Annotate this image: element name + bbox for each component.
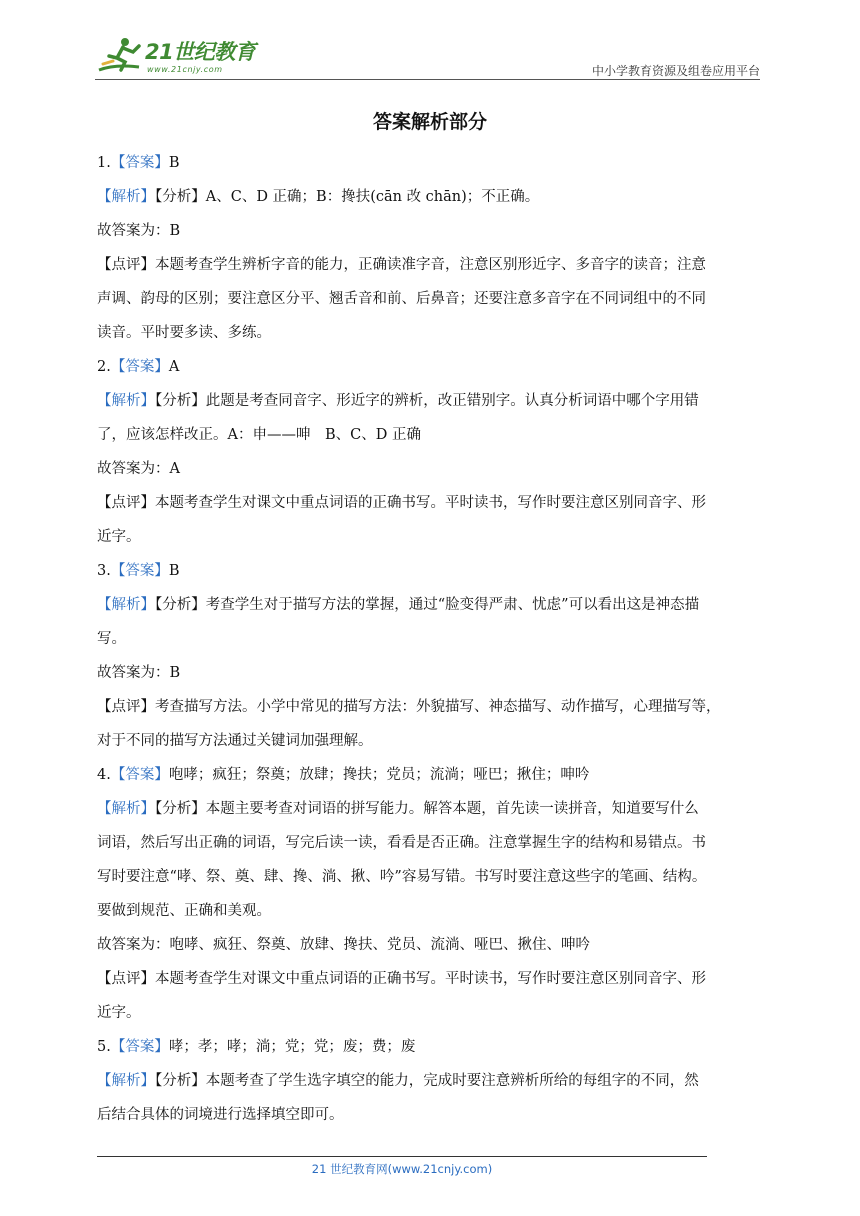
analysis-text: 【分析】考查学生对于描写方法的掌握，通过“脸变得严肃、忧虑”可以看出这是神态描 [155, 597, 700, 613]
page-header [95, 30, 760, 82]
runner-logo-icon [95, 34, 147, 78]
text-line-q2-comment-2 [97, 520, 765, 554]
comment-text: 【点评】本题考查学生辨析字音的能力，正确读准字音，注意区别形近字、多音字的读音；注意 [97, 257, 706, 273]
analysis-text: 【分析】本题主要考查对词语的拼写能力。解答本题，首先读一读拼音，知道要写什么 [155, 801, 699, 817]
answer-text: 咆哮；疯狂；祭奠；放肆；搀扶；党员；流淌；哑巴；揪住；呻吟 [168, 767, 590, 783]
answer-text: B [168, 563, 180, 579]
text-line-q2-analysis-2 [97, 418, 765, 452]
text-line-q3-analysis-1 [97, 588, 765, 622]
answer-tag: 【答案】 [110, 1039, 169, 1055]
question-number: 3. [97, 563, 111, 579]
platform-name: 中小学教育资源及组卷应用平台 [591, 64, 760, 78]
question-number: 2. [97, 359, 111, 375]
logo-url: www.21cnjy.com [147, 65, 223, 74]
plain-text: 【点评】考查描写方法。小学中常见的描写方法：外貌描写、神态描写、动作描写，心理描写等， [97, 699, 721, 715]
plain-text: 故答案为：B [97, 665, 181, 681]
text-line-q2-comment-1 [97, 486, 765, 520]
text-line-q2-answer [97, 350, 765, 384]
text-line-q2-analysis-1 [97, 384, 765, 418]
text-line-q4-analysis-1 [97, 792, 765, 826]
answer-text: 哮；孝；哮；淌；党；党；废；费；废 [168, 1039, 416, 1055]
plain-text: 【点评】本题考查学生对课文中重点词语的正确书写。平时读书，写作时要注意区别同音字、形 [97, 971, 706, 987]
plain-text: 近字。 [97, 1005, 141, 1021]
plain-text: 词语，然后写出正确的词语，写完后读一读，看看是否正确。注意掌握生字的结构和易错点。书 [97, 835, 706, 851]
plain-text: 故答案为：B [97, 223, 181, 239]
text-line-q4-comment-2 [97, 996, 765, 1030]
plain-text: 要做到规范、正确和美观。 [97, 903, 271, 919]
text-line-q4-analysis-4 [97, 894, 765, 928]
answer-content [97, 146, 765, 1132]
answer-tag: 【答案】 [110, 359, 169, 375]
text-line-q5-analysis-1 [97, 1064, 765, 1098]
text-line-q3-analysis-2 [97, 622, 765, 656]
answer-tag: 【答案】 [110, 563, 169, 579]
plain-text: 故答案为：A [97, 461, 180, 477]
text-line-q4-comment-1 [97, 962, 765, 996]
footer-divider [97, 1156, 707, 1157]
text-line-q1-analysis [97, 180, 765, 214]
analysis-text: 【分析】此题是考查同音字、形近字的辨析，改正错别字。认真分析词语中哪个字用错 [155, 393, 699, 409]
analysis-tag: 【解析】 [97, 801, 155, 817]
text-line-q4-analysis-3 [97, 860, 765, 894]
plain-text: 后结合具体的词境进行选择填空即可。 [97, 1107, 344, 1123]
analysis-tag: 【解析】 [97, 189, 155, 205]
header-divider [95, 79, 760, 80]
answer-text: B [168, 155, 180, 171]
text-line-q1-comment-2 [97, 282, 765, 316]
answer-tag: 【答案】 [110, 155, 169, 171]
site-logo [95, 34, 295, 78]
page-title: 答案解析部分 [372, 111, 487, 133]
text-line-q5-analysis-2 [97, 1098, 765, 1132]
text-line-q3-result [97, 656, 765, 690]
text-line-q3-comment-2 [97, 724, 765, 758]
text-line-q3-comment-1 [97, 690, 765, 724]
answer-tag: 【答案】 [110, 767, 169, 783]
logo-text: 21世纪教育 [145, 40, 256, 64]
question-number: 4. [97, 767, 111, 783]
answer-text: A [168, 359, 180, 375]
text-line-q4-answer [97, 758, 765, 792]
plain-text: 了，应该怎样改正。A：申——呻 B、C、D 正确 [97, 427, 421, 443]
analysis-tag: 【解析】 [97, 393, 155, 409]
question-number: 1. [97, 155, 111, 171]
text-line-q1-comment-1 [97, 248, 765, 282]
text-line-q2-result [97, 452, 765, 486]
plain-text: 写。 [97, 631, 126, 647]
plain-text: 声调、韵母的区别；要注意区分平、翘舌音和前、后鼻音；还要注意多音字在不同词组中的不同 [97, 291, 706, 307]
plain-text: 【点评】本题考查学生对课文中重点词语的正确书写。平时读书，写作时要注意区别同音字、形 [97, 495, 706, 511]
analysis-text: 【分析】A、C、D 正确；B：搀扶(cān 改 chān)；不正确。 [155, 189, 540, 205]
text-line-q3-answer [97, 554, 765, 588]
plain-text: 写时要注意“哮、祭、奠、肆、搀、淌、揪、吟”容易写错。书写时要注意这些字的笔画、结构。 [97, 869, 707, 885]
plain-text: 近字。 [97, 529, 141, 545]
footer-link[interactable]: 21 世纪教育网(www.21cnjy.com) [311, 1162, 493, 1176]
analysis-tag: 【解析】 [97, 597, 155, 613]
plain-text: 读音。平时要多读、多练。 [97, 325, 271, 341]
text-line-q1-comment-3 [97, 316, 765, 350]
text-line-q4-result [97, 928, 765, 962]
plain-text: 故答案为：咆哮、疯狂、祭奠、放肆、搀扶、党员、流淌、哑巴、揪住、呻吟 [97, 937, 590, 953]
analysis-text: 【分析】本题考查了学生选字填空的能力，完成时要注意辨析所给的每组字的不同，然 [155, 1073, 699, 1089]
analysis-tag: 【解析】 [97, 1073, 155, 1089]
text-line-q5-answer [97, 1030, 765, 1064]
text-line-q4-analysis-2 [97, 826, 765, 860]
text-line-q1-result [97, 214, 765, 248]
plain-text: 对于不同的描写方法通过关键词加强理解。 [97, 733, 373, 749]
text-line-q1-answer [97, 146, 765, 180]
question-number: 5. [97, 1039, 111, 1055]
